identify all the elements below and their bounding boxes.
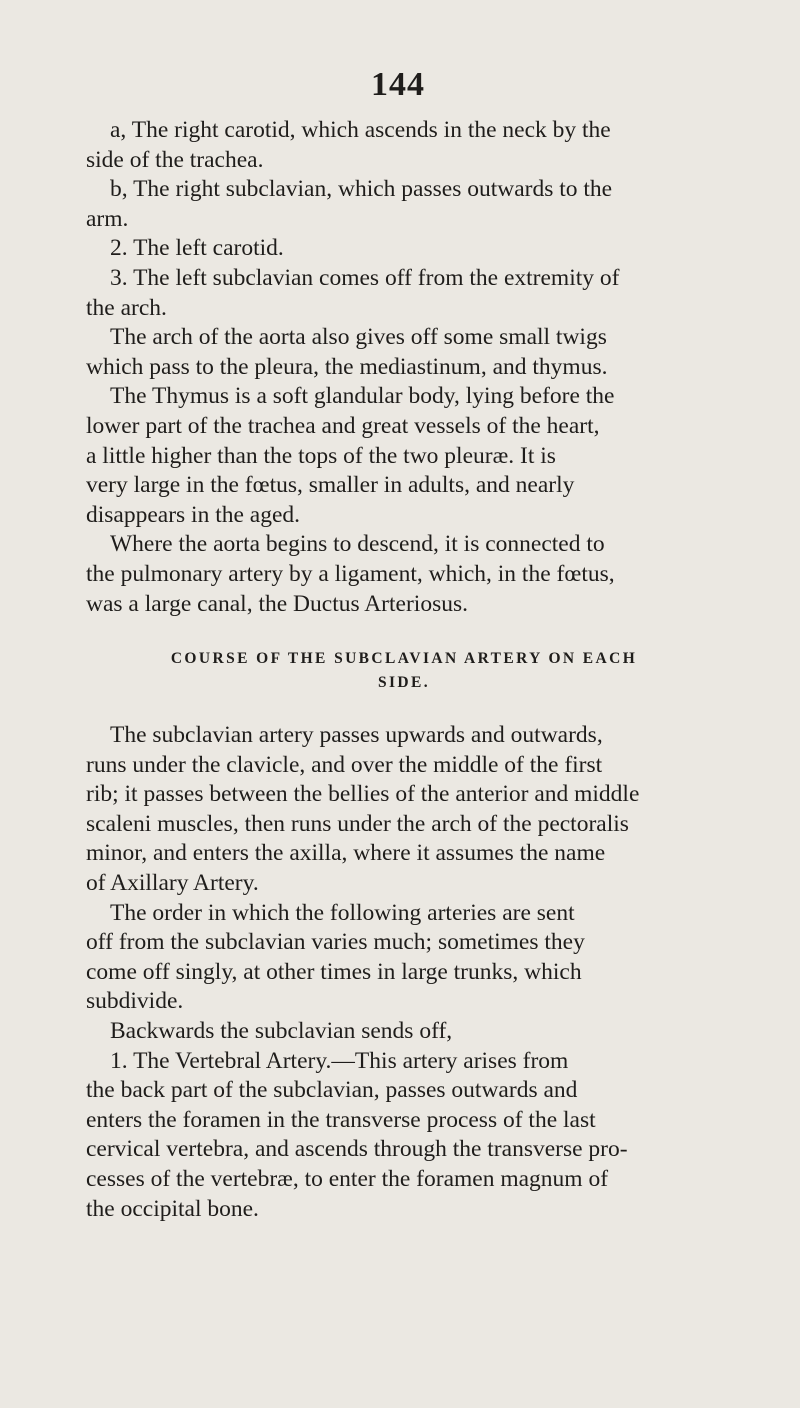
text-line: 1. The Vertebral Artery.—This artery arises from bbox=[110, 1047, 569, 1074]
paragraph-left-subclavian bbox=[86, 264, 722, 323]
text-line: 3. The left subclavian comes off from the extremity of bbox=[110, 264, 620, 291]
page-number: 144 bbox=[371, 66, 425, 103]
text-line: cesses of the vertebræ, to enter the foramen magnum of bbox=[86, 1166, 609, 1192]
text-line: rib; it passes between the bellies of the anterior and middle bbox=[86, 781, 640, 808]
page-body bbox=[86, 116, 722, 1224]
text-line: off from the subclavian varies much; sometimes they bbox=[86, 929, 585, 956]
text-line: 2. The left carotid. bbox=[110, 235, 284, 262]
text-line: of Axillary Artery. bbox=[86, 870, 259, 897]
text-line: enters the foramen in the transverse process of the last bbox=[86, 1106, 596, 1133]
text-line: a little higher than the tops of the two pleuræ. It is bbox=[86, 442, 556, 469]
paragraph-ductus bbox=[86, 530, 722, 619]
paragraph-backwards bbox=[86, 1017, 722, 1047]
text-line: the back part of the subclavian, passes outwards and bbox=[86, 1077, 578, 1104]
paragraph-left-carotid bbox=[86, 234, 722, 264]
paragraph-right-carotid bbox=[86, 116, 722, 175]
section-heading bbox=[86, 647, 722, 695]
text-line: minor, and enters the axilla, where it assumes the name bbox=[86, 840, 606, 867]
heading-line: SIDE. bbox=[377, 674, 431, 692]
paragraph-right-subclavian bbox=[86, 175, 722, 234]
text-line: The order in which the following arteries are sent bbox=[110, 899, 575, 926]
text-line: the pulmonary artery by a ligament, which, in the fœtus, bbox=[86, 560, 615, 587]
text-line: disappears in the aged. bbox=[86, 501, 301, 528]
text-line: the occipital bone. bbox=[86, 1195, 259, 1222]
text-line: Backwards the subclavian sends off, bbox=[110, 1018, 453, 1045]
text-line: which pass to the pleura, the mediastinum, and thymus. bbox=[86, 353, 608, 380]
text-line: runs under the clavicle, and over the middle of the first bbox=[86, 751, 603, 778]
text-line: The arch of the aorta also gives off some small twigs bbox=[110, 324, 607, 351]
text-line: come off singly, at other times in large trunks, which bbox=[86, 958, 582, 985]
text-line: The subclavian artery passes upwards and outwards, bbox=[110, 722, 603, 749]
text-line: the arch. bbox=[86, 294, 167, 321]
paragraph-order-of-arteries bbox=[86, 899, 722, 1017]
text-line: very large in the fœtus, smaller in adults, and nearly bbox=[86, 472, 575, 499]
text-line: side of the trachea. bbox=[86, 146, 264, 173]
text-line: b, The right subclavian, which passes outwards to the bbox=[110, 176, 613, 203]
text-line: lower part of the trachea and great vessels of the heart, bbox=[86, 412, 600, 439]
text-line: scaleni muscles, then runs under the arch of the pectoralis bbox=[86, 810, 629, 837]
paragraph-vertebral-artery bbox=[86, 1047, 722, 1225]
text-line: cervical vertebra, and ascends through the transverse pro- bbox=[86, 1136, 628, 1163]
paragraph-subclavian-course bbox=[86, 721, 722, 899]
text-line: The Thymus is a soft glandular body, lying before the bbox=[110, 383, 615, 410]
paragraph-thymus bbox=[86, 382, 722, 530]
paragraph-arch-twigs bbox=[86, 323, 722, 382]
text-line: subdivide. bbox=[86, 988, 184, 1015]
text-line: a, The right carotid, which ascends in the neck by the bbox=[110, 117, 611, 143]
text-line: arm. bbox=[86, 205, 129, 232]
text-line: was a large canal, the Ductus Arteriosus. bbox=[86, 590, 468, 617]
text-line: Where the aorta begins to descend, it is connected to bbox=[110, 531, 605, 558]
heading-line: COURSE OF THE SUBCLAVIAN ARTERY ON EACH bbox=[170, 650, 638, 668]
